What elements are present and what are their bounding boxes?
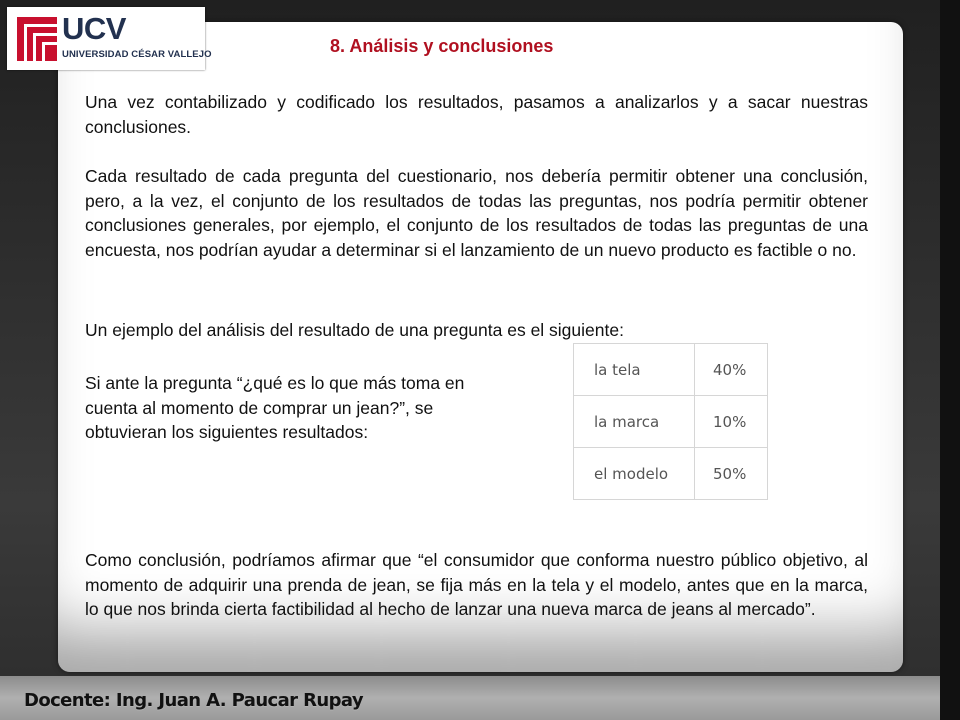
table-cell-percent: 50%	[695, 448, 768, 500]
paragraph-question: Si ante la pregunta “¿qué es lo que más toma en cuenta al momento de comprar un jean?”, se obtuvieran los siguientes resultados:	[85, 373, 465, 442]
table-row	[574, 448, 768, 500]
logo-name: UCV	[62, 11, 126, 46]
table-cell-option: el modelo	[574, 448, 695, 500]
table-cell-percent: 40%	[695, 344, 768, 396]
footer-instructor: Docente: Ing. Juan A. Paucar Rupay	[24, 690, 364, 711]
paragraph-example-intro: Un ejemplo del análisis del resultado de una pregunta es el siguiente:	[85, 320, 624, 340]
slide-title: 8. Análisis y conclusiones	[330, 36, 554, 56]
university-logo	[7, 7, 212, 70]
ucv-emblem-icon	[17, 17, 57, 61]
right-border	[940, 0, 960, 720]
paragraph-intro: Una vez contabilizado y codificado los resultados, pasamos a analizarlos y a sacar nuestras conclusiones.	[85, 92, 868, 137]
table-cell-option: la tela	[574, 344, 695, 396]
logo-subtitle: UNIVERSIDAD CÉSAR VALLEJO	[62, 49, 212, 60]
paragraph-explanation: Cada resultado de cada pregunta del cuestionario, nos debería permitir obtener una conclusión, pero, a la vez, el conjunto de los resultados de todas las preguntas, nos podría permitir obtener conclusiones generales, por ejemplo, el conjunto de los resultados de todas las preguntas de una encuesta, nos podrían ayudar a determinar si el lanzamiento de un nuevo producto es factible o no.	[85, 166, 868, 260]
table-row	[574, 344, 768, 396]
results-table	[573, 343, 768, 500]
paragraph-conclusion: Como conclusión, podríamos afirmar que “el consumidor que conforma nuestro público objetivo, al momento de adquirir una prenda de jean, se fija más en la tela y el modelo, antes que en la marca, lo que nos brinda cierta factibilidad al hecho de lanzar una nueva marca de jeans al mercado”.	[85, 550, 868, 619]
table-cell-percent: 10%	[695, 396, 768, 448]
table-row	[574, 396, 768, 448]
table-cell-option: la marca	[574, 396, 695, 448]
